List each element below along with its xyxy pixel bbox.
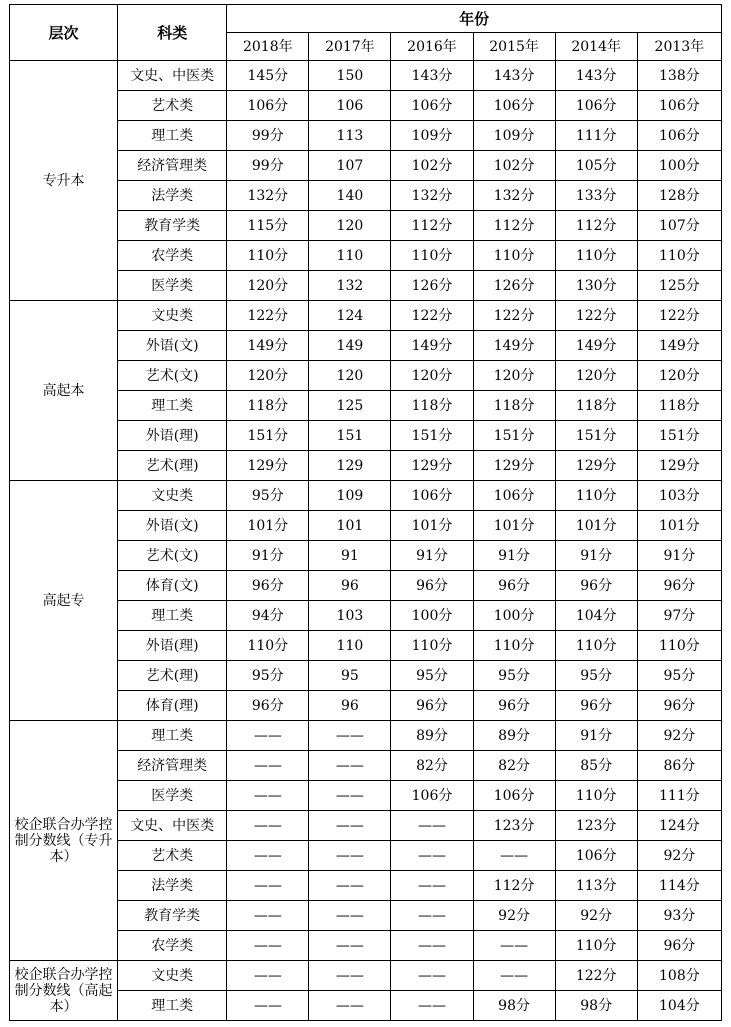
score-cell: 150 — [309, 61, 391, 91]
score-cell: 130分 — [555, 271, 637, 301]
score-cell: 113 — [309, 121, 391, 151]
score-cell: 110分 — [473, 631, 555, 661]
score-cell: 143分 — [473, 61, 555, 91]
category-cell: 文史、中医类 — [118, 811, 227, 841]
score-cell: 104分 — [637, 991, 721, 1021]
score-cell: 110 — [309, 631, 391, 661]
score-cell: 129分 — [637, 451, 721, 481]
score-cell: 110分 — [555, 931, 637, 961]
score-cell: 96分 — [227, 691, 309, 721]
score-cell: 110分 — [555, 481, 637, 511]
category-cell: 艺术(理) — [118, 451, 227, 481]
score-cell: 95 — [309, 661, 391, 691]
score-cell: 132分 — [473, 181, 555, 211]
score-cell: 125 — [309, 391, 391, 421]
score-cell: 106分 — [473, 91, 555, 121]
category-cell: 医学类 — [118, 781, 227, 811]
score-cell: 101分 — [391, 511, 473, 541]
score-cell: 149分 — [227, 331, 309, 361]
score-cell: 101 — [309, 511, 391, 541]
score-cell: 118分 — [227, 391, 309, 421]
score-cell: 96分 — [391, 691, 473, 721]
score-cell: 140 — [309, 181, 391, 211]
score-cell: 151 — [309, 421, 391, 451]
category-cell: 体育(理) — [118, 691, 227, 721]
score-cell: 101分 — [473, 511, 555, 541]
score-cell: —— — [227, 961, 309, 991]
score-cell: —— — [391, 811, 473, 841]
level-cell: 校企联合办学控制分数线（专升本） — [10, 721, 118, 961]
score-cell: 112分 — [473, 871, 555, 901]
score-cell: 96分 — [555, 691, 637, 721]
score-cell: 85分 — [555, 751, 637, 781]
score-cell: 100分 — [391, 601, 473, 631]
score-cell: 120分 — [391, 361, 473, 391]
score-cell: 109分 — [391, 121, 473, 151]
category-cell: 农学类 — [118, 931, 227, 961]
score-cell: 110分 — [555, 241, 637, 271]
score-cell: 102分 — [473, 151, 555, 181]
score-cell: 122分 — [555, 961, 637, 991]
score-cell: —— — [309, 961, 391, 991]
score-cell: 133分 — [555, 181, 637, 211]
score-cell: 114分 — [637, 871, 721, 901]
score-cell: 123分 — [555, 811, 637, 841]
score-cell: —— — [227, 931, 309, 961]
score-cell: 110分 — [637, 631, 721, 661]
score-cell: 120分 — [227, 361, 309, 391]
score-cell: 125分 — [637, 271, 721, 301]
score-cell: 120 — [309, 211, 391, 241]
score-cell: 129分 — [473, 451, 555, 481]
score-cell: —— — [391, 841, 473, 871]
score-cell: 129分 — [391, 451, 473, 481]
score-cell: 151分 — [391, 421, 473, 451]
score-cell: —— — [309, 901, 391, 931]
score-cell: —— — [309, 871, 391, 901]
score-cell: 112分 — [555, 211, 637, 241]
score-cell: 106分 — [391, 481, 473, 511]
score-cell: 120分 — [637, 361, 721, 391]
score-cell: 110分 — [473, 241, 555, 271]
score-cell: 96 — [309, 691, 391, 721]
score-cell: 99分 — [227, 151, 309, 181]
score-cell: 82分 — [391, 751, 473, 781]
score-cell: 120分 — [555, 361, 637, 391]
year-header: 2013年 — [637, 33, 721, 61]
score-cell: 126分 — [473, 271, 555, 301]
category-cell: 文史类 — [118, 301, 227, 331]
score-cell: 97分 — [637, 601, 721, 631]
year-header: 2018年 — [227, 33, 309, 61]
score-cell: —— — [309, 991, 391, 1021]
score-cell: 122分 — [555, 301, 637, 331]
score-cell: 106分 — [227, 91, 309, 121]
score-cell: 103 — [309, 601, 391, 631]
score-cell: 96分 — [473, 691, 555, 721]
score-cell: 95分 — [227, 481, 309, 511]
score-cell: 132分 — [391, 181, 473, 211]
score-cell: 91分 — [227, 541, 309, 571]
score-cell: 151分 — [227, 421, 309, 451]
score-table — [9, 4, 722, 1021]
score-cell: 149分 — [637, 331, 721, 361]
score-cell: 82分 — [473, 751, 555, 781]
header-year: 年份 — [227, 5, 722, 33]
score-cell: 106分 — [555, 841, 637, 871]
score-cell: 110分 — [391, 631, 473, 661]
score-cell: 92分 — [637, 721, 721, 751]
level-cell: 专升本 — [10, 61, 118, 301]
category-cell: 外语(理) — [118, 421, 227, 451]
score-cell: 89分 — [473, 721, 555, 751]
score-cell: 118分 — [473, 391, 555, 421]
score-cell: 109 — [309, 481, 391, 511]
table-row — [10, 961, 722, 991]
category-cell: 艺术类 — [118, 91, 227, 121]
category-cell: 法学类 — [118, 181, 227, 211]
category-cell: 理工类 — [118, 121, 227, 151]
score-cell: 110分 — [637, 241, 721, 271]
category-cell: 理工类 — [118, 601, 227, 631]
score-cell: 129分 — [555, 451, 637, 481]
score-cell: 123分 — [473, 811, 555, 841]
score-cell: 151分 — [555, 421, 637, 451]
category-cell: 体育(文) — [118, 571, 227, 601]
score-cell: 106分 — [555, 91, 637, 121]
score-cell: 106 — [309, 91, 391, 121]
score-cell: 151分 — [637, 421, 721, 451]
score-cell: —— — [227, 991, 309, 1021]
score-cell: —— — [227, 721, 309, 751]
score-cell: 95分 — [637, 661, 721, 691]
score-cell: —— — [309, 751, 391, 781]
score-cell: 120分 — [473, 361, 555, 391]
score-cell: 149分 — [473, 331, 555, 361]
score-cell: —— — [309, 931, 391, 961]
score-cell: 110分 — [555, 781, 637, 811]
category-cell: 外语(理) — [118, 631, 227, 661]
category-cell: 外语(文) — [118, 331, 227, 361]
score-cell: 151分 — [473, 421, 555, 451]
category-cell: 理工类 — [118, 721, 227, 751]
score-cell: 96分 — [637, 691, 721, 721]
year-header: 2015年 — [473, 33, 555, 61]
score-cell: —— — [309, 781, 391, 811]
score-cell: 104分 — [555, 601, 637, 631]
category-cell: 艺术(文) — [118, 541, 227, 571]
score-cell: 112分 — [391, 211, 473, 241]
score-cell: 118分 — [391, 391, 473, 421]
table-row — [10, 481, 722, 511]
score-cell: 122分 — [391, 301, 473, 331]
level-cell: 高起本 — [10, 301, 118, 481]
score-cell: 91分 — [391, 541, 473, 571]
score-cell: 106分 — [637, 121, 721, 151]
score-cell: 124 — [309, 301, 391, 331]
score-cell: 107分 — [637, 211, 721, 241]
score-cell: 115分 — [227, 211, 309, 241]
score-cell: 107 — [309, 151, 391, 181]
score-cell: 102分 — [391, 151, 473, 181]
score-cell: 111分 — [637, 781, 721, 811]
score-cell: 96分 — [473, 571, 555, 601]
score-cell: 96 — [309, 571, 391, 601]
score-cell: —— — [227, 811, 309, 841]
score-cell: 101分 — [227, 511, 309, 541]
score-cell: 106分 — [473, 781, 555, 811]
category-cell: 理工类 — [118, 391, 227, 421]
score-cell: —— — [227, 901, 309, 931]
category-cell: 艺术类 — [118, 841, 227, 871]
score-cell: 96分 — [637, 571, 721, 601]
score-cell: 109分 — [473, 121, 555, 151]
score-cell: —— — [309, 841, 391, 871]
score-cell: 94分 — [227, 601, 309, 631]
score-cell: 111分 — [555, 121, 637, 151]
year-header: 2016年 — [391, 33, 473, 61]
category-cell: 法学类 — [118, 871, 227, 901]
year-header: 2017年 — [309, 33, 391, 61]
score-cell: 122分 — [473, 301, 555, 331]
score-cell: —— — [391, 931, 473, 961]
category-cell: 外语(文) — [118, 511, 227, 541]
score-cell: —— — [309, 721, 391, 751]
score-cell: 91分 — [637, 541, 721, 571]
score-cell: 122分 — [227, 301, 309, 331]
year-header: 2014年 — [555, 33, 637, 61]
score-cell: 124分 — [637, 811, 721, 841]
score-cell: 110分 — [555, 631, 637, 661]
header-level: 层次 — [10, 5, 118, 61]
score-cell: 95分 — [555, 661, 637, 691]
score-cell: 110 — [309, 241, 391, 271]
score-cell: 89分 — [391, 721, 473, 751]
category-cell: 文史类 — [118, 481, 227, 511]
score-cell: 100分 — [473, 601, 555, 631]
score-cell: 145分 — [227, 61, 309, 91]
score-cell: 95分 — [227, 661, 309, 691]
score-cell: 103分 — [637, 481, 721, 511]
category-cell: 理工类 — [118, 991, 227, 1021]
score-cell: 95分 — [391, 661, 473, 691]
category-cell: 教育学类 — [118, 901, 227, 931]
score-cell: 110分 — [227, 631, 309, 661]
score-cell: 149 — [309, 331, 391, 361]
score-cell: 93分 — [637, 901, 721, 931]
category-cell: 文史类 — [118, 961, 227, 991]
score-cell: —— — [473, 931, 555, 961]
category-cell: 农学类 — [118, 241, 227, 271]
score-cell: —— — [227, 781, 309, 811]
score-cell: —— — [227, 751, 309, 781]
score-cell: —— — [473, 961, 555, 991]
score-cell: 92分 — [637, 841, 721, 871]
score-cell: 138分 — [637, 61, 721, 91]
category-cell: 教育学类 — [118, 211, 227, 241]
category-cell: 文史、中医类 — [118, 61, 227, 91]
table-row — [10, 61, 722, 91]
score-cell: 101分 — [637, 511, 721, 541]
score-cell: 120分 — [227, 271, 309, 301]
score-cell: 96分 — [637, 931, 721, 961]
score-cell: 110分 — [391, 241, 473, 271]
score-cell: 106分 — [473, 481, 555, 511]
table-body — [10, 61, 722, 1021]
score-cell: —— — [227, 841, 309, 871]
score-cell: 101分 — [555, 511, 637, 541]
score-cell: —— — [391, 961, 473, 991]
score-cell: 143分 — [555, 61, 637, 91]
score-cell: 112分 — [473, 211, 555, 241]
category-cell: 经济管理类 — [118, 151, 227, 181]
score-cell: 128分 — [637, 181, 721, 211]
score-cell: —— — [391, 991, 473, 1021]
score-cell: 122分 — [637, 301, 721, 331]
level-cell: 高起专 — [10, 481, 118, 721]
score-cell: 96分 — [227, 571, 309, 601]
score-cell: 132 — [309, 271, 391, 301]
category-cell: 艺术(理) — [118, 661, 227, 691]
score-cell: 149分 — [555, 331, 637, 361]
table-row — [10, 721, 722, 751]
score-cell: 106分 — [391, 91, 473, 121]
score-cell: 106分 — [391, 781, 473, 811]
score-cell: —— — [309, 811, 391, 841]
score-cell: 92分 — [555, 901, 637, 931]
score-cell: 92分 — [473, 901, 555, 931]
score-cell: 118分 — [637, 391, 721, 421]
score-cell: 118分 — [555, 391, 637, 421]
category-cell: 医学类 — [118, 271, 227, 301]
score-cell: 106分 — [637, 91, 721, 121]
score-cell: 149分 — [391, 331, 473, 361]
score-cell: 96分 — [555, 571, 637, 601]
score-cell: 129分 — [227, 451, 309, 481]
score-cell: —— — [391, 901, 473, 931]
score-cell: 98分 — [555, 991, 637, 1021]
score-cell: 96分 — [391, 571, 473, 601]
category-cell: 经济管理类 — [118, 751, 227, 781]
score-cell: 100分 — [637, 151, 721, 181]
score-cell: 143分 — [391, 61, 473, 91]
score-cell: 99分 — [227, 121, 309, 151]
score-cell: —— — [227, 871, 309, 901]
score-cell: —— — [391, 871, 473, 901]
header-category: 科类 — [118, 5, 227, 61]
score-cell: 98分 — [473, 991, 555, 1021]
score-cell: 120 — [309, 361, 391, 391]
category-cell: 艺术(文) — [118, 361, 227, 391]
score-cell: 91分 — [555, 541, 637, 571]
score-cell: 113分 — [555, 871, 637, 901]
score-cell: 129 — [309, 451, 391, 481]
score-cell: 110分 — [227, 241, 309, 271]
score-cell: 91分 — [555, 721, 637, 751]
score-cell: 126分 — [391, 271, 473, 301]
score-cell: 95分 — [473, 661, 555, 691]
score-cell: 86分 — [637, 751, 721, 781]
level-cell: 校企联合办学控制分数线（高起本） — [10, 961, 118, 1021]
score-cell: 105分 — [555, 151, 637, 181]
score-cell: 91分 — [473, 541, 555, 571]
score-cell: 108分 — [637, 961, 721, 991]
score-cell: 91 — [309, 541, 391, 571]
score-cell: 132分 — [227, 181, 309, 211]
table-row — [10, 301, 722, 331]
score-cell: —— — [473, 841, 555, 871]
